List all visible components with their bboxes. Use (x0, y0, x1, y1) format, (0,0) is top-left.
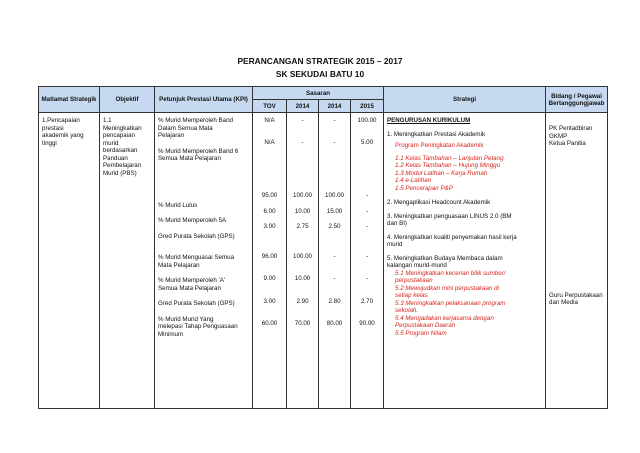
value: 90.00 (359, 320, 375, 327)
strategi-item-cont: dan BI) (387, 220, 407, 227)
matlamat-cell (39, 113, 100, 409)
text-line: berdasarkan (103, 147, 138, 154)
school-name: SK SEKUDAI BATU 10 (275, 69, 365, 79)
value: 9.00 (263, 275, 276, 282)
value: 2.75 (296, 223, 309, 230)
strategi-heading: PENGURUSAN KURIKULUM (387, 117, 471, 124)
value: - (333, 252, 336, 260)
text-line: Panduan (103, 154, 128, 162)
text-line: tinggi (42, 139, 57, 147)
header-strategi: Strategi (384, 87, 546, 113)
text-line: % Murid Menguasai Semua (158, 254, 235, 261)
program-label: Program Peningkatan Akademik (395, 142, 484, 149)
value: 2.90 (296, 297, 309, 305)
kpi-item: Gred Purata Sekolah (GPS) (158, 232, 235, 240)
header-year: 2015 (351, 100, 384, 113)
value: - (301, 117, 304, 124)
value: 2.70 (360, 297, 374, 305)
value: N/A (264, 117, 275, 124)
strategi-subitem: 1.4 e-Latihan (395, 177, 432, 184)
text-line: Semua Mata Pelajaran (158, 284, 221, 292)
strategi-subitem: sekolah. (395, 307, 419, 314)
value: 60.00 (261, 320, 278, 327)
sasaran-2015-cell (351, 113, 384, 409)
value: 5.00 (360, 138, 374, 146)
text-line: dan Media (549, 299, 578, 306)
value: 95.00 (261, 192, 278, 199)
text-line: 1.1 (103, 117, 112, 124)
sasaran-2014-cell (287, 113, 319, 409)
text-line: GKMP (549, 132, 568, 140)
bidang-cell (546, 113, 608, 409)
text-line: Murid (PBS) (103, 169, 137, 177)
sasaran-tov-cell (253, 113, 287, 409)
value: 70.00 (294, 320, 311, 327)
kpi-item: % Murid Memperoleh 5A (158, 217, 227, 224)
value: - (365, 192, 369, 199)
header-kpi: Petunjuk Prestasi Utama (KPI) (155, 87, 253, 113)
value: - (333, 117, 336, 124)
kpi-item (158, 117, 249, 140)
strategi-item-cont: murid (387, 241, 403, 248)
value: - (333, 138, 336, 146)
text-line: Pelajaran (158, 132, 185, 139)
value: - (365, 252, 369, 260)
strategi-item-cont: kalangan murid-murid (387, 262, 447, 269)
strategi-item: 1. Meningkatkan Prestasi Akademik (387, 130, 486, 138)
header-sasaran: Sasaran (253, 87, 384, 100)
value: 2.80 (328, 297, 341, 305)
strategi-subitem: Perpustakaan Daerah (395, 322, 456, 329)
value: 3.00 (263, 297, 276, 305)
strategi-subitem: 5.1 Meningkatkan kecerian bilik sumber/ (395, 269, 506, 277)
text-line: Minimum (158, 330, 184, 338)
text-line: % Murid Memperoleh 'A' (158, 277, 226, 284)
header-year: 2014 (287, 100, 319, 113)
kpi-item (158, 316, 249, 339)
value: 100.00 (357, 117, 377, 124)
text-line: murid (103, 139, 119, 147)
strategi-item: 5. Meningkatkan Budaya Membaca dalam (387, 254, 503, 262)
text-line: prestasi (42, 124, 64, 132)
document-title: PERANCANGAN STRATEGIK 2015 – 2017 (237, 56, 403, 66)
kpi-cell (155, 113, 253, 409)
strategi-cell (384, 113, 546, 409)
kpi-item (158, 277, 249, 292)
value: 80.00 (326, 320, 343, 327)
value: - (333, 275, 336, 282)
value: 10.00 (294, 207, 311, 215)
text-line: % Murid Memperoleh Band 6 (158, 147, 239, 155)
value: - (365, 223, 369, 230)
value: - (365, 275, 369, 282)
value: 100.00 (293, 192, 312, 199)
value: 10.00 (294, 275, 311, 282)
strategi-item: 2. Mengaplikasi Headcount Akademik (387, 199, 491, 206)
text-line: Semua Mata Pelajaran (158, 155, 221, 162)
strategi-subitem: 1.2 Kelas Tambahan – Hujung Minggu (395, 162, 501, 169)
text-line: % Murid Murid Yang (158, 315, 214, 323)
strategi-item: 3. Meningkatkan penguasaan LINUS 2.0 (BM (387, 212, 512, 220)
strategi-subitem: 1.5 Pencerapan P&P (395, 184, 453, 192)
kpi-item: Gred Purata Sekolah (GPS) (158, 300, 235, 307)
text-line: Mata Pelajaran (158, 261, 200, 269)
header-tov: TOV (253, 100, 287, 113)
strategi-subitem: perpustakaan (395, 277, 433, 284)
sasaran-2014-cell (319, 113, 351, 409)
text-line: PK Pentadbiran (549, 125, 593, 132)
header-matlamat: Matlamat Strategik (39, 87, 100, 113)
strategi-subitem: 5.3 Meningkatkan pelaksanaan program (395, 299, 506, 307)
strategi-subitem: 5.5 Program Nilam (395, 329, 447, 337)
text-line: Pembelajaran (103, 162, 142, 169)
value: 100.00 (325, 192, 344, 199)
strategic-plan-table (38, 86, 608, 409)
text-line: melepasi Tahap Penguasaan (158, 323, 238, 330)
kpi-item (158, 148, 249, 163)
kpi-item: % Murid Lulus (158, 201, 198, 209)
value: 3.00 (263, 223, 276, 230)
strategi-subitem: 5.4 Mengadakan kerjasama dengan (395, 314, 494, 322)
objektif-cell (100, 113, 155, 409)
header-objektif: Objektif (100, 87, 155, 113)
text-line: 1.Pencapaian (42, 117, 80, 124)
text-line: akademik yang (42, 132, 84, 139)
value: 96.00 (261, 252, 278, 260)
strategi-subitem: setiap kelas (395, 292, 428, 299)
header-year: 2014 (319, 100, 351, 113)
strategi-subitem: 5.2 Mewujudkan mini perpustakaan di (395, 284, 499, 292)
text-line: Meningkatkan (103, 124, 142, 132)
value: - (365, 207, 369, 215)
strategi-item: 4. Meningkatkan kualiti penyemakan hasil kerja (387, 233, 517, 241)
text-line: % Murid Memperoleh Band (158, 117, 233, 124)
value: 15.00 (326, 207, 343, 215)
value: 6.00 (263, 207, 276, 215)
text-line: pencapaian (103, 132, 135, 139)
text-line: Ketua Panitia (549, 140, 586, 147)
value: N/A (264, 138, 275, 146)
text-line: Guru Perpustakaan (549, 291, 603, 299)
value: 2.50 (328, 223, 341, 230)
strategi-subitem: 1.1 Kelas Tambahan – Lanjutan Petang (395, 154, 504, 162)
value: 100.00 (293, 252, 312, 260)
value: - (301, 138, 304, 146)
kpi-item (158, 254, 249, 269)
text-line: Dalam Semua Mata (158, 124, 213, 132)
strategi-subitem: 1.3 Modul Latihan – Kerja Rumah (395, 169, 488, 177)
header-bidang: Bidang / Pegawai Bertanggungjawab (546, 87, 608, 113)
